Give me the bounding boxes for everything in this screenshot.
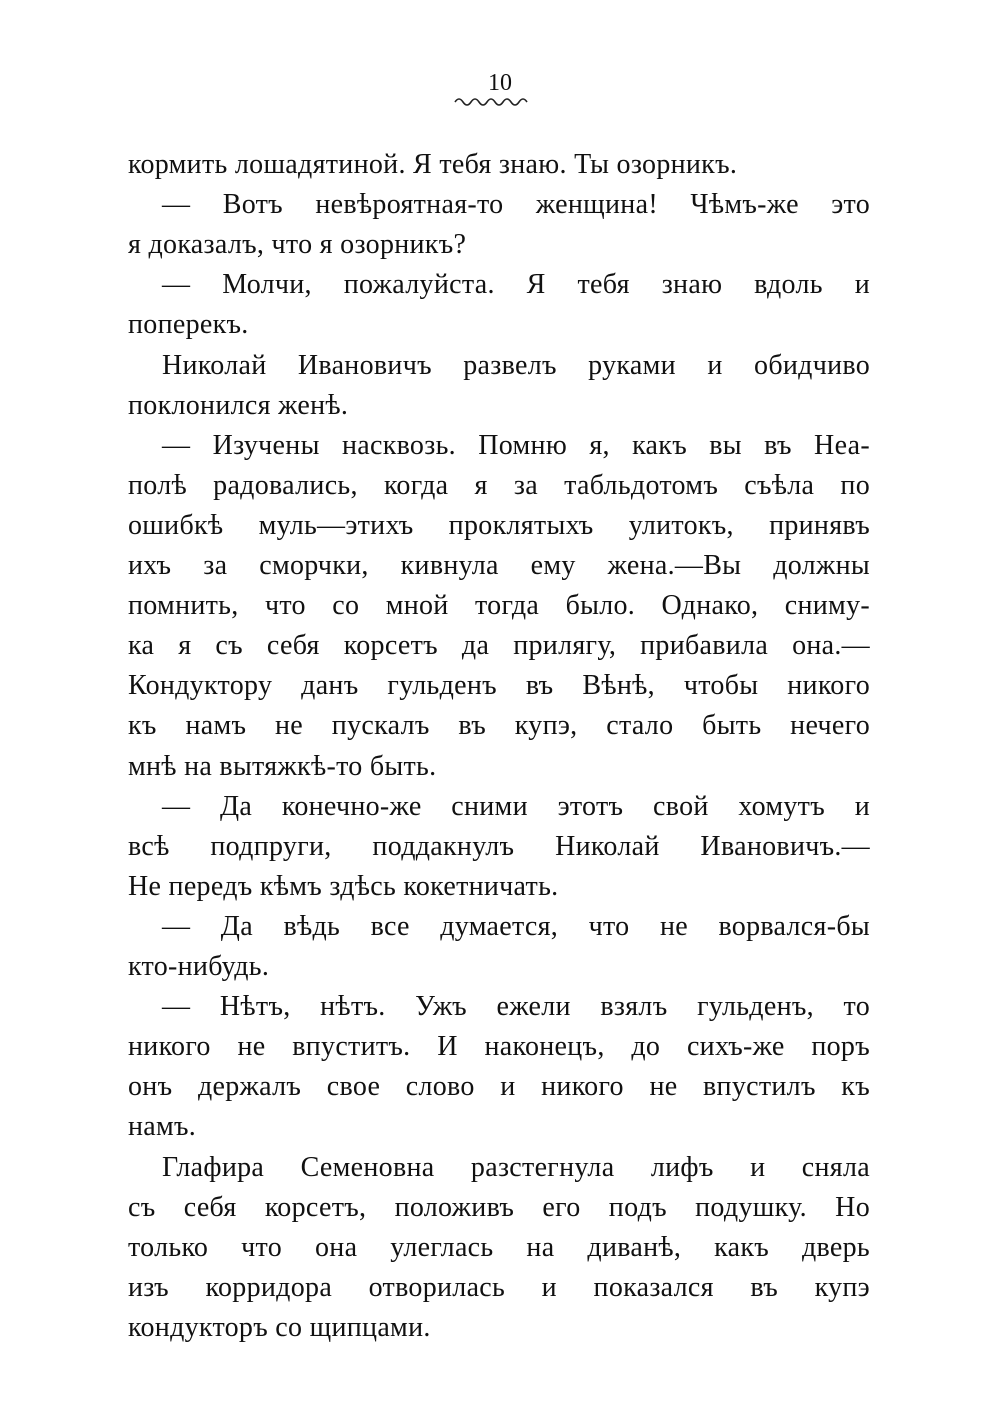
text-line: ихъ за сморчки, кивнула ему жена.—Вы должны — [128, 550, 870, 581]
text-line: кормить лошадятиной. Я тебя знаю. Ты озорникъ. — [128, 149, 738, 180]
text-line: полѣ радовались, когда я за табльдотомъ съѣла по — [128, 469, 870, 501]
text-line: ошибкѣ муль—этихъ проклятыхъ улитокъ, принявъ — [128, 509, 870, 541]
text-line: — Да вѣдь все думается, что не ворвался-бы — [162, 910, 870, 942]
text-line: поперекъ. — [128, 309, 249, 341]
text-line: намъ. — [128, 1111, 197, 1143]
text-line: онъ держалъ свое слово и никого не впустилъ къ — [128, 1071, 870, 1103]
text-line: кто-нибудь. — [128, 951, 270, 982]
text-line: — Вотъ невѣроятная-то женщина! Чѣмъ-же это — [162, 189, 870, 221]
text-line: — Да конечно-же сними этотъ свой хомутъ и — [162, 790, 870, 822]
text-line: Не передъ кѣмъ здѣсь кокетничать. — [128, 870, 559, 902]
text-line: изъ корридора отворилась и показался въ купэ — [128, 1271, 870, 1303]
text-line: съ себя корсетъ, положивъ его подъ подушку. Но — [128, 1191, 870, 1223]
text-line: всѣ подпруги, поддакнулъ Николай Ивановичъ.— — [128, 830, 870, 862]
text-line: — Нѣтъ, нѣтъ. Ужъ ежели взялъ гульденъ, то — [162, 991, 870, 1023]
text-line: Кондуктору данъ гульденъ въ Вѣнѣ, чтобы никого — [128, 670, 870, 702]
text-line: — Молчи, пожалуйста. Я тебя знаю вдоль и — [162, 269, 870, 301]
text-line: я доказалъ, что я озорникъ? — [128, 229, 467, 261]
text-line: ка я съ себя корсетъ да прилягу, прибавила она.— — [128, 630, 870, 662]
text-line: Глафира Семеновна разстегнула лифъ и сняла — [162, 1151, 870, 1183]
text-line: мнѣ на вытяжкѣ-то быть. — [128, 750, 437, 782]
text-line: — Изучены насквозь. Помню я, какъ вы въ Неа- — [162, 429, 870, 461]
text-line: только что она улеглась на диванѣ, какъ дверь — [128, 1231, 870, 1263]
text-line: къ намъ не пускалъ въ купэ, стало быть нечего — [128, 710, 870, 742]
page-number: 10 — [488, 70, 512, 96]
text-line: помнить, что со мной тогда было. Однако, сниму- — [128, 590, 870, 622]
wavy-ornament-icon — [453, 96, 529, 108]
text-line: никого не впуститъ. И наконецъ, до сихъ-же поръ — [128, 1031, 870, 1063]
text-line: поклонился женѣ. — [128, 389, 349, 421]
text-line: Николай Ивановичъ развелъ руками и обидчиво — [162, 349, 870, 381]
text-line: кондукторъ со щипцами. — [128, 1311, 431, 1343]
